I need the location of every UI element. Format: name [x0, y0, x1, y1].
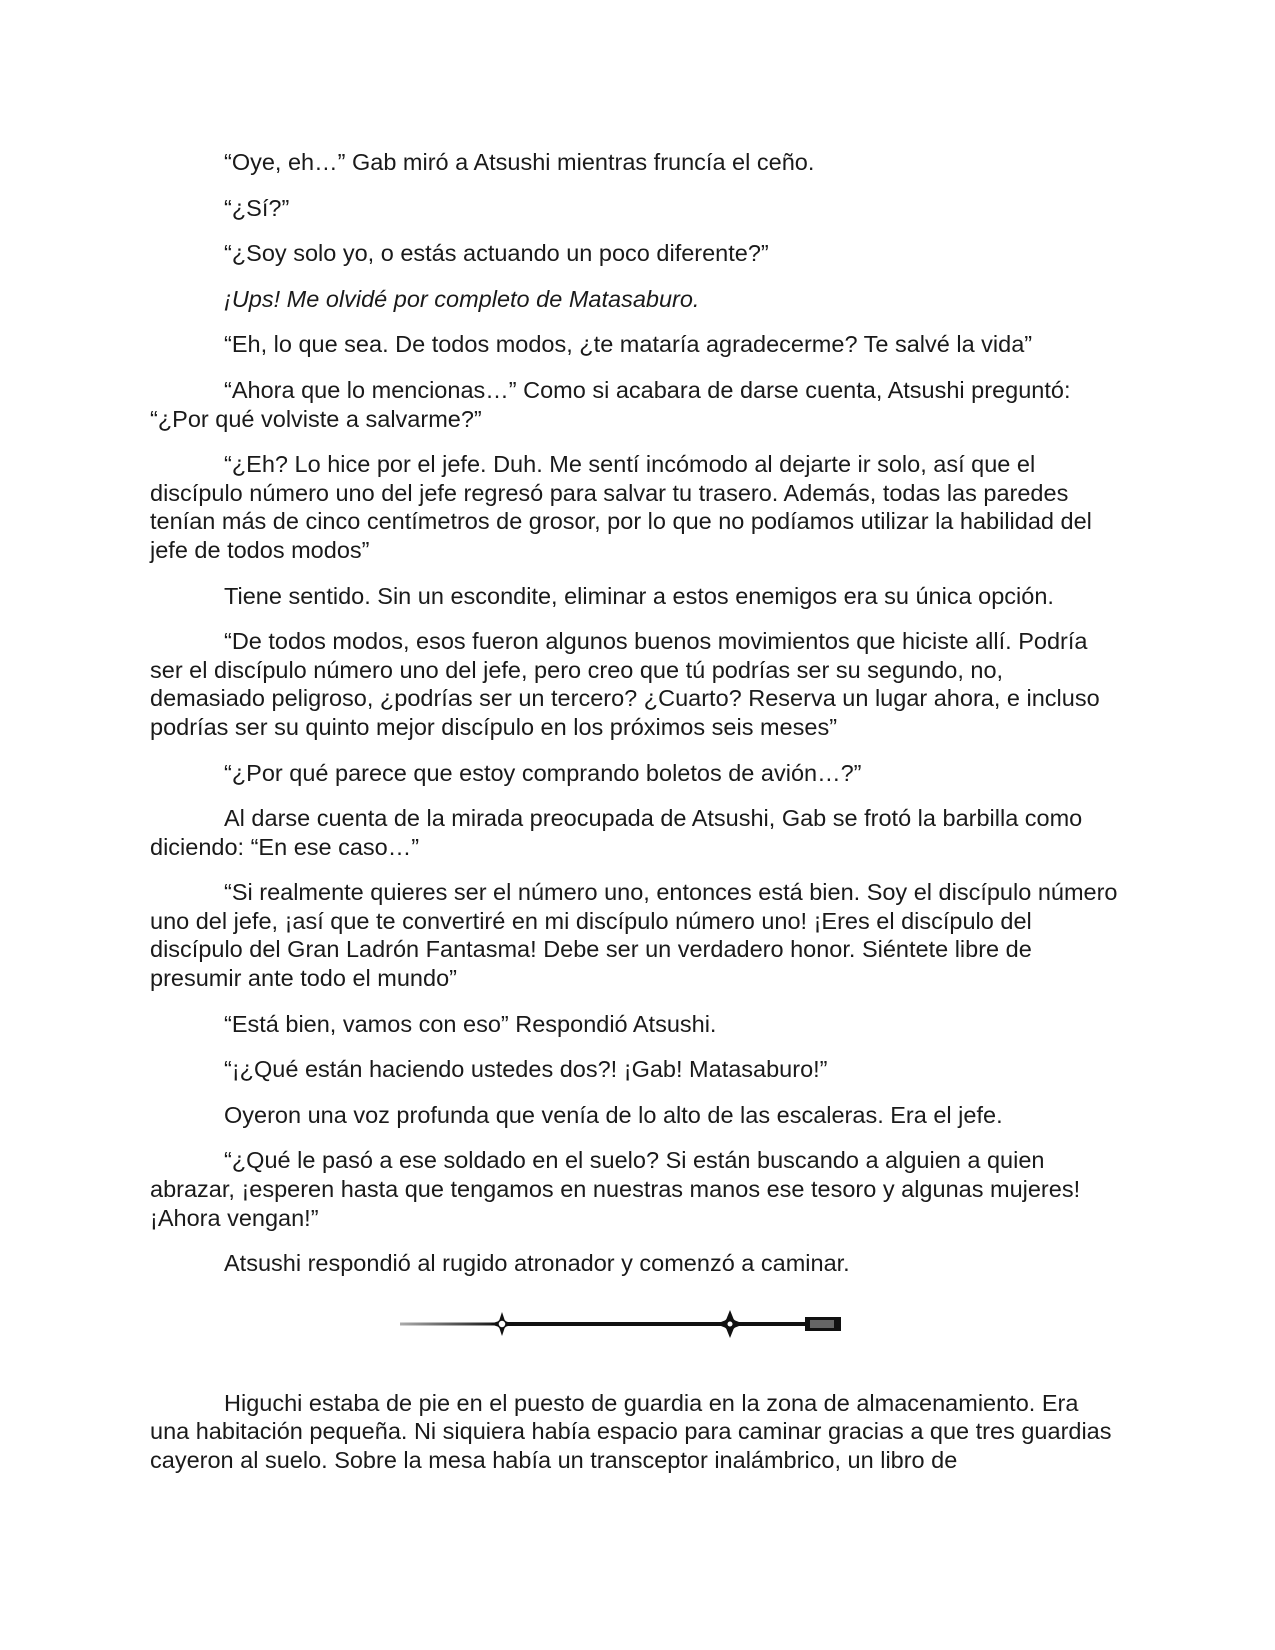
- paragraph: Atsushi respondió al rugido atronador y comenzó a caminar.: [224, 1250, 850, 1277]
- paragraph: “Si realmente quieres ser el número uno, entonces está bien. Soy el discípulo número uno del jefe, ¡así que te convertiré en mi discípulo número uno! ¡Eres el discípulo del discípulo del Gran Ladrón Fantasma! Debe ser un verdadero honor. Siéntete libre de presumir ante todo el mundo”: [150, 879, 1118, 992]
- paragraph: “Ahora que lo mencionas…” Como si acabara de darse cuenta, Atsushi preguntó: “¿Por qué volviste a salvarme?”: [150, 376, 1071, 432]
- paragraph: “¿Eh? Lo hice por el jefe. Duh. Me sentí incómodo al dejarte ir solo, así que el discípulo número uno del jefe regresó para salvar tu trasero. Además, todas las paredes tenían más de cinco centímetros de grosor, por lo que no podíamos utilizar la habilidad del jefe de todos modos”: [150, 451, 1092, 563]
- paragraph: Higuchi estaba de pie en el puesto de guardia en la zona de almacenamiento. Era una habitación pequeña. Ni siquiera había espacio para caminar gracias a que tres guardias cayeron al suelo. Sobre la mesa había un transceptor inalámbrico, un libro de: [150, 1389, 1112, 1473]
- text-column: [150, 148, 1120, 1492]
- paragraph: “Oye, eh…” Gab miró a Atsushi mientras fruncía el ceño.: [224, 149, 815, 175]
- paragraph: “¿Por qué parece que estoy comprando boletos de avión…?”: [224, 759, 862, 786]
- paragraph: Tiene sentido. Sin un escondite, eliminar a estos enemigos era su única opción.: [224, 582, 1054, 609]
- paragraph: “Eh, lo que sea. De todos modos, ¿te mataría agradecerme? Te salvé la vida”: [224, 331, 1033, 358]
- paragraph: “¿Qué le pasó a ese soldado en el suelo? Si están buscando a alguien a quien abrazar, ¡esperen hasta que tengamos en nuestras manos ese tesoro y algunas mujeres! ¡Ahora vengan!”: [150, 1147, 1081, 1231]
- paragraph: “¿Sí?”: [224, 194, 290, 221]
- section-two: [150, 1389, 1120, 1475]
- paragraph: “¡¿Qué están haciendo ustedes dos?! ¡Gab! Matasaburo!”: [224, 1056, 828, 1083]
- section-divider: [150, 1295, 1120, 1355]
- paragraph: “De todos modos, esos fueron algunos buenos movimientos que hiciste allí. Podría ser el discípulo número uno del jefe, pero creo que tú podrías ser su segundo, no, demasiado peligroso, ¿podrías ser un tercero? ¿Cuarto? Reserva un lugar ahora, e incluso podrías ser su quinto mejor discípulo en los próximos seis meses”: [150, 628, 1100, 740]
- section-one: [150, 148, 1120, 1278]
- paragraph: “Está bien, vamos con eso” Respondió Atsushi.: [224, 1010, 717, 1037]
- paragraph: Al darse cuenta de la mirada preocupada de Atsushi, Gab se frotó la barbilla como diciendo: “En ese caso…”: [150, 805, 1083, 860]
- paragraph: “¿Soy solo yo, o estás actuando un poco diferente?”: [224, 240, 769, 267]
- paragraph: ¡Ups! Me olvidé por completo de Matasaburo.: [224, 285, 700, 312]
- ornamental-divider-icon: [400, 1307, 850, 1341]
- paragraph: Oyeron una voz profunda que venía de lo alto de las escaleras. Era el jefe.: [224, 1101, 1003, 1128]
